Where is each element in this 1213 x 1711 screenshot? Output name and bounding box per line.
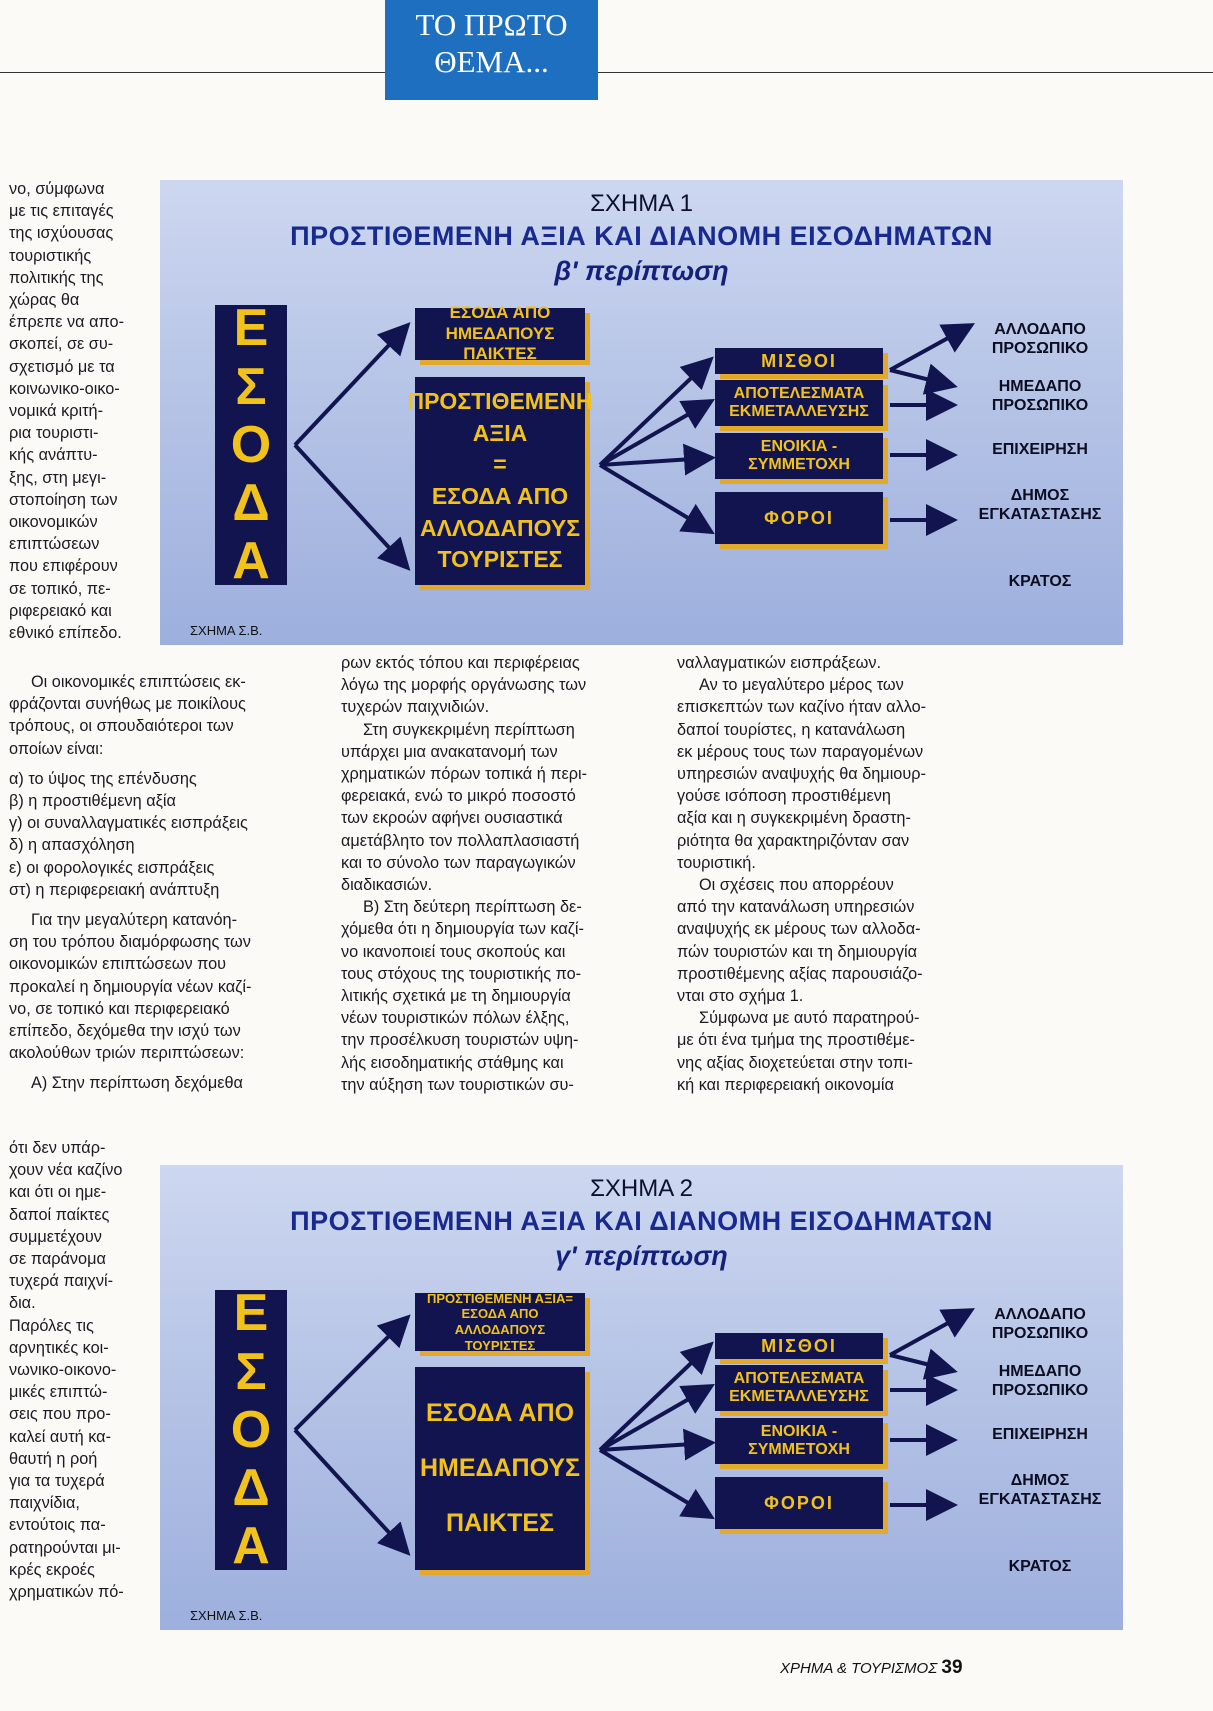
text-line: οικονομικών επιπτώσεων που xyxy=(9,955,227,974)
text-line: ριφερειακό και xyxy=(9,601,112,620)
text-line: με τις επιταγές xyxy=(9,202,114,221)
text-line: αρνητικές κοι- xyxy=(9,1338,109,1357)
text-line: υπάρχει μια ανακατανομή των xyxy=(341,742,558,761)
figure-2-source-box: ΠΡΟΣΤΙΘΕΜΕΝΗ ΑΞΙΑ= ΕΣΟΔΑ ΑΠΟ ΑΛΛΟΔΑΠΟΥΣ ΤΟΥΡΙΣΤΕΣ xyxy=(415,1293,585,1351)
figure-1-dist-misthoi: ΜΙΣΘΟΙ xyxy=(715,348,883,374)
text-line: Για την μεγαλύτερη κατανόη- xyxy=(31,911,237,930)
text-line: ναλλαγματικών εισπράξεων. xyxy=(677,654,882,672)
text-line: για τα τυχερά xyxy=(9,1472,105,1491)
figure-1-dist-apotelesmata: ΑΠΟΤΕΛΕΣΜΑΤΑ ΕΚΜΕΤΑΛΛΕΥΣΗΣ xyxy=(715,380,883,426)
figure-1-arrows xyxy=(160,180,1123,645)
text-line: γούσε ισόποση προστιθέμενη xyxy=(677,787,891,806)
esoda-letter: Ο xyxy=(230,415,272,474)
text-line: Οι σχέσεις που απορρέουν xyxy=(699,876,894,895)
figure-2-dist-misthoi: ΜΙΣΘΟΙ xyxy=(715,1333,883,1359)
text-line xyxy=(9,901,294,909)
left-column-wide xyxy=(9,671,294,1095)
text-line: ριότητα θα χαρακτηριζόνταν σαν xyxy=(677,831,910,850)
text-line: δαποί τουρίστες, η κατανάλωση xyxy=(677,720,906,739)
esoda-letter: Α xyxy=(232,532,270,591)
text-line: κή και περιφερειακή οικονομία xyxy=(677,1075,894,1094)
figure-1-dist-enoikia: ΕΝΟΙΚΙΑ - ΣΥΜΜΕΤΟΧΗ xyxy=(715,433,883,479)
text-line: αξία και η συγκεκριμένη δραστη- xyxy=(677,809,911,828)
text-line: ρατηρούνται μι- xyxy=(9,1538,121,1557)
figure-1-credit: ΣΧΗΜΑ Σ.Β. xyxy=(190,623,263,638)
page-number: 39 xyxy=(941,1657,963,1678)
esoda-letter: Σ xyxy=(235,357,267,416)
text-line: χουν νέα καζίνο xyxy=(9,1161,123,1180)
text-line: δια. xyxy=(9,1294,36,1313)
text-line: μικές επιπτώ- xyxy=(9,1383,108,1402)
text-line: κής ανάπτυ- xyxy=(9,446,98,465)
text-line: γ) οι συναλλαγματικές εισπράξεις xyxy=(9,814,248,833)
figure-2-dist-enoikia: ΕΝΟΙΚΙΑ - ΣΥΜΜΕΤΟΧΗ xyxy=(715,1418,883,1464)
figure-1 xyxy=(160,180,1123,645)
text-line: επισκεπτών των καζίνο ήταν αλλο- xyxy=(677,698,927,717)
text-line: τυχερών παιχνιδιών. xyxy=(341,698,490,717)
esoda-letter: Σ xyxy=(235,1342,267,1401)
esoda-letter: Ο xyxy=(230,1400,272,1459)
figure-1-main-box: ΠΡΟΣΤΙΘΕΜΕΝΗ ΑΞΙΑ = ΕΣΟΔΑ ΑΠΟ ΑΛΛΟΔΑΠΟΥΣ ΤΟΥΡΙΣΤΕΣ xyxy=(415,377,585,585)
figure-1-recipient: ΗΜΕΔΑΠΟ ΠΡΟΣΩΠΙΚΟ xyxy=(991,378,1089,415)
figure-1-recipient: ΑΛΛΟΔΑΠΟ ΠΡΟΣΩΠΙΚΟ xyxy=(991,321,1089,358)
text-line: θαυτή η ροή xyxy=(9,1449,98,1468)
magazine-name: ΧΡΗΜΑ & ΤΟΥΡΙΣΜΟΣ xyxy=(780,1660,938,1677)
text-line: β) η προστιθέμενη αξία xyxy=(9,792,176,811)
text-line: σεις που προ- xyxy=(9,1405,111,1424)
page-footer xyxy=(780,1657,963,1679)
figure-2-main-box: ΕΣΟΔΑ ΑΠΟ ΗΜΕΔΑΠΟΥΣ ΠΑΙΚΤΕΣ xyxy=(415,1367,585,1570)
section-tab-line1: ΤΟ ΠΡΩΤΟ xyxy=(415,7,568,42)
esoda-letter: Δ xyxy=(232,474,270,533)
text-line: τυχερά παιχνί- xyxy=(9,1272,114,1291)
text-line: α) το ύψος της επένδυσης xyxy=(9,769,197,788)
figure-1-source-box: ΕΣΟΔΑ ΑΠΟ ΗΜΕΔΑΠΟΥΣ ΠΑΙΚΤΕΣ xyxy=(415,308,585,360)
text-line: στ) η περιφερειακή ανάπτυξη xyxy=(9,880,220,899)
section-tab-line2: ΘΕΜΑ... xyxy=(434,44,549,80)
text-line: νομικά κριτή- xyxy=(9,402,103,421)
text-line: από την κατανάλωση υπηρεσιών xyxy=(677,898,915,917)
text-line: καλεί αυτή κα- xyxy=(9,1427,111,1446)
text-line xyxy=(9,760,294,768)
header-rule xyxy=(0,72,1213,73)
text-line: πών τουριστών και τη δημιουργία xyxy=(677,942,918,961)
text-line: κοινωνικο-οικο- xyxy=(9,379,120,398)
figure-2-title: ΠΡΟΣΤΙΘΕΜΕΝΗ ΑΞΙΑ ΚΑΙ ΔΙΑΝΟΜΗ ΕΙΣΟΔΗΜΑΤΩΝ xyxy=(290,1206,993,1236)
text-line: ρια τουριστι- xyxy=(9,424,99,443)
figure-2-recipient: ΗΜΕΔΑΠΟ ΠΡΟΣΩΠΙΚΟ xyxy=(991,1363,1089,1400)
text-line: σε παράνομα xyxy=(9,1250,106,1269)
text-line: δ) η απασχόληση xyxy=(9,836,135,855)
left-column-top xyxy=(9,178,149,644)
text-line: ξης, στη μεγι- xyxy=(9,468,107,487)
text-line: νης αξίας διοχετεύεται στην τοπι- xyxy=(677,1053,913,1072)
figure-2-recipient: ΕΠΙΧΕΙΡΗΣΗ xyxy=(992,1426,1088,1443)
esoda-letter: Ε xyxy=(233,299,269,358)
figure-1-label: ΣΧΗΜΑ 1 xyxy=(590,190,693,217)
text-line: νωνικο-οικονο- xyxy=(9,1361,117,1380)
text-line: με ότι ένα τμήμα της προστιθέμε- xyxy=(677,1031,915,1050)
text-line: την προσέλκυση τουριστών υψη- xyxy=(341,1031,579,1050)
text-line: της ισχύουσας xyxy=(9,224,114,243)
text-line: Στη συγκεκριμένη περίπτωση xyxy=(363,720,575,739)
text-line: λόγω της μορφής οργάνωσης των xyxy=(341,676,587,695)
text-line: και ότι οι ημε- xyxy=(9,1183,107,1202)
text-line: τουριστικής xyxy=(9,246,92,265)
left-column-bottom xyxy=(9,1137,149,1603)
text-line: ακολούθων τριών περιπτώσεων: xyxy=(9,1044,245,1063)
text-line: τους στόχους της τουριστικής πο- xyxy=(341,964,582,983)
text-line: Σύμφωνα με αυτό παρατηρού- xyxy=(699,1009,920,1028)
text-line: τρόπους, οι σπουδαιότεροι των xyxy=(9,717,234,736)
text-line: χρηματικών πό- xyxy=(9,1583,124,1602)
text-line: και το σύνολο των παραγωγικών xyxy=(341,853,576,872)
section-tab xyxy=(385,0,598,100)
figure-2-recipient: ΔΗΜΟΣ ΕΓΚΑΤΑΣΤΑΣΗΣ xyxy=(978,1472,1102,1509)
text-line: χρηματικών πόρων τοπικά ή περι- xyxy=(341,765,588,784)
text-line: οικονομικών xyxy=(9,513,98,532)
text-line: επίπεδο, δεχόμεθα την ισχύ των xyxy=(9,1022,241,1041)
text-line: εντούτοις πα- xyxy=(9,1516,106,1535)
text-line: νται στο σχήμα 1. xyxy=(677,987,804,1006)
text-line: ρων εκτός τόπου και περιφέρειας xyxy=(341,654,580,672)
text-line: ότι δεν υπάρ- xyxy=(9,1139,106,1157)
text-line: προκαλεί η δημιουργία νέων καζί- xyxy=(9,977,252,996)
right-column xyxy=(677,652,967,1096)
figure-2-recipient: ΚΡΑΤΟΣ xyxy=(1008,1558,1072,1575)
figure-1-recipient: ΔΗΜΟΣ ΕΓΚΑΤΑΣΤΑΣΗΣ xyxy=(978,487,1102,524)
text-line: προστιθέμενης αξίας παρουσιάζο- xyxy=(677,964,923,983)
esoda-letter: Ε xyxy=(233,1284,269,1343)
figure-2-dist-foroi: ΦΟΡΟΙ xyxy=(715,1477,883,1529)
text-line: νέων τουριστικών πόλων έλξης, xyxy=(341,1009,570,1028)
figure-1-recipient: ΚΡΑΤΟΣ xyxy=(1008,573,1072,590)
text-line: Α) Στην περίπτωση δεχόμεθα xyxy=(31,1074,243,1093)
text-line: νο ικανοποιεί τους σκοπούς και xyxy=(341,942,566,961)
text-line: αμετάβλητο τον πολλαπλασιαστή xyxy=(341,831,580,850)
figure-2-arrows xyxy=(160,1165,1123,1630)
text-line: συμμετέχουν xyxy=(9,1227,102,1246)
text-line: που επιφέρουν xyxy=(9,557,118,576)
text-line: των εκροών αφήνει ουσιαστικά xyxy=(341,809,563,828)
figure-2-credit: ΣΧΗΜΑ Σ.Β. xyxy=(190,1608,263,1623)
text-line: Αν το μεγαλύτερο μέρος των xyxy=(699,676,904,695)
text-line xyxy=(9,1064,294,1072)
text-line: ση του τρόπου διαμόρφωσης των xyxy=(9,933,251,952)
text-line: Β) Στη δεύτερη περίπτωση δε- xyxy=(363,898,582,917)
text-line: κρές εκροές xyxy=(9,1560,95,1579)
text-line: δαποί παίκτες xyxy=(9,1205,110,1224)
text-line: Παρόλες τις xyxy=(9,1316,94,1335)
text-line: τουριστική. xyxy=(677,853,756,872)
esoda-letter: Α xyxy=(232,1517,270,1576)
text-line: έπρεπε να απο- xyxy=(9,313,124,332)
text-line: οποίων είναι: xyxy=(9,739,104,758)
figure-1-title: ΠΡΟΣΤΙΘΕΜΕΝΗ ΑΞΙΑ ΚΑΙ ΔΙΑΝΟΜΗ ΕΙΣΟΔΗΜΑΤΩΝ xyxy=(290,221,993,251)
text-line: νο, σε τοπικό και περιφερειακό xyxy=(9,999,230,1018)
text-line: ε) οι φορολογικές εισπράξεις xyxy=(9,858,215,877)
text-line: αναψυχής εκ μέρους των αλλοδα- xyxy=(677,920,921,939)
text-line: λιτικής σχετικά με τη δημιουργία xyxy=(341,987,571,1006)
text-line: υπηρεσιών αναψυχής θα δημιουρ- xyxy=(677,765,926,784)
text-line: επιπτώσεων xyxy=(9,535,100,554)
text-line: στοποίηση των xyxy=(9,490,118,509)
text-line: λής εισοδηματικής στάθμης και xyxy=(341,1053,564,1072)
text-line: την αύξηση των τουριστικών συ- xyxy=(341,1075,574,1094)
figure-1-subtitle: β' περίπτωση xyxy=(554,256,729,286)
text-line: φερειακά, ενώ το μικρό ποσοστό xyxy=(341,787,576,806)
text-line: Οι οικονομικές επιπτώσεις εκ- xyxy=(31,673,246,691)
figure-2-recipient: ΑΛΛΟΔΑΠΟ ΠΡΟΣΩΠΙΚΟ xyxy=(991,1306,1089,1343)
text-line: χώρας θα xyxy=(9,291,80,310)
text-line: παιχνίδια, xyxy=(9,1494,80,1513)
middle-column xyxy=(341,652,631,1096)
text-line: σχετισμό με τα xyxy=(9,357,115,376)
figure-2-label: ΣΧΗΜΑ 2 xyxy=(590,1175,693,1202)
figure-2 xyxy=(160,1165,1123,1630)
text-line: εθνικό επίπεδο. xyxy=(9,624,122,643)
text-line: εκ μέρους τους των παραγομένων xyxy=(677,742,924,761)
text-line: νο, σύμφωνα xyxy=(9,180,105,198)
text-line: σε τοπικό, πε- xyxy=(9,579,111,598)
text-line: πολιτικής της xyxy=(9,268,104,287)
figure-1-recipient: ΕΠΙΧΕΙΡΗΣΗ xyxy=(992,441,1088,458)
figure-1-dist-foroi: ΦΟΡΟΙ xyxy=(715,492,883,544)
text-line: χόμεθα ότι η δημιουργία των καζί- xyxy=(341,920,584,939)
text-line: διαδικασιών. xyxy=(341,876,433,895)
text-line: σκοπεί, σε συ- xyxy=(9,335,114,354)
esoda-letter: Δ xyxy=(232,1459,270,1518)
figure-2-subtitle: γ' περίπτωση xyxy=(555,1241,728,1271)
text-line: φράζονται συνήθως με ποικίλους xyxy=(9,695,246,714)
figure-2-dist-apotelesmata: ΑΠΟΤΕΛΕΣΜΑΤΑ ΕΚΜΕΤΑΛΛΕΥΣΗΣ xyxy=(715,1365,883,1411)
